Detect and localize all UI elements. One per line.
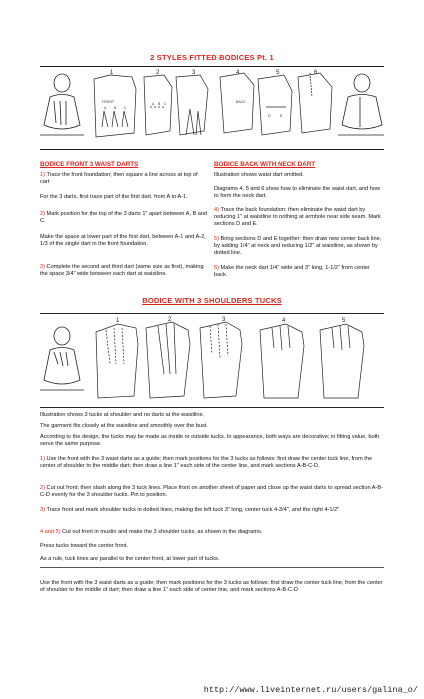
svg-text:B: B (114, 106, 117, 110)
svg-text:D: D (268, 114, 271, 118)
diagram-number-2: 2 (156, 70, 160, 76)
diagram-number-3: 3 (192, 70, 196, 76)
diagram-number-1: 1 (110, 70, 114, 76)
tuck-diagram-number-4: 4 (282, 318, 286, 324)
body-paragraph-10: Use the front with the 3 waist darts as a guide; then mark positions for the 3 tucks as follows: first draw the center tuck line, from the center of shoulder to the middle of dart; then draw a line 1" each side of center line, and mark sections A-B-C-D (40, 580, 383, 594)
svg-text:A: A (152, 102, 155, 106)
diagram-number-6: 6 (314, 70, 318, 76)
tuck-diagram-number-2: 2 (168, 317, 172, 323)
right-paragraph-1: Illustration shows waist dart omitted. (214, 172, 304, 178)
body-paragraph-1: Illustration shows 3 tucks at shoulder and no darts at the waistline. (40, 412, 205, 418)
right-paragraph-2: Diagrams 4, 5 and 6 show how to eliminate the waist dart, and how to form the neck dart. (214, 186, 381, 200)
body-paragraph-5: 2) Cut out front; then slash along the 3 tuck lines. Place front on another sheet of paper and close up the waist darts to spread section A-B-C-D evenly for the 3 shoulder tucks. Pin to position. (40, 485, 383, 499)
body-paragraph-9: As a rule, tuck lines are parallel to the center front, at lower part of tucks. (40, 556, 220, 562)
section-title-shoulder-tucks: BODICE WITH 3 SHOULDERS TUCKS (142, 296, 282, 305)
body-paragraph-7: 4 and 5) Cut out front in muslin and make the 3 shoulder tucks, as shown in the diagrams. (40, 529, 263, 535)
svg-text:E: E (280, 114, 283, 118)
body-paragraph-6: 3) Trace front and mark shoulder tucks in dotted lines, making the left tuck 3" long, center tuck 4-3/4", and the right 4-1/2" (40, 507, 340, 513)
right-paragraph-3: 4) Trace the back foundation: then eliminate the waist dart by reducing 1" at waistline to nothing at armhole near side seam. Mark sections D and E. (214, 207, 381, 228)
left-paragraph-1: 1) Trace the front foundation; then square a line across at top of cart (40, 172, 198, 186)
svg-text:C: C (164, 102, 167, 106)
left-paragraph-4: Make the space at lower part of the first dart, between A-1 and A-2, 1/3 of the single dart in the front foundation. (40, 234, 206, 248)
page-title: 2 STYLES FITTED BODICES Pt. 1 (150, 53, 274, 62)
diagram-number-4: 4 (236, 70, 240, 76)
svg-text:B: B (158, 102, 161, 106)
svg-text:A: A (104, 106, 107, 110)
dress-figure-tucks-icon (40, 327, 84, 390)
svg-text:C: C (124, 106, 127, 110)
watermark-url: http://www.liveinternet.ru/users/galina_o/ (203, 685, 418, 695)
tuck-diagram-number-3: 3 (222, 317, 226, 323)
body-paragraph-2: The garment fits closely at the waistline and smoothly over the bust. (40, 423, 208, 429)
right-paragraph-5: 6) Make the neck dart 1/4" wide and 3" long, 1-1/2" from center back. (214, 265, 370, 279)
body-paragraph-8: Press tucks toward the center front. (40, 543, 128, 549)
back-label: BACK (236, 100, 246, 104)
left-paragraph-5: 3) Complete the second and third dart (same size as first), making the space 3/4" wide between each dart at waistline. (40, 264, 204, 278)
tuck-diagram-number-5: 5 (342, 318, 346, 324)
divider-line (40, 567, 384, 568)
front-label: FRONT (102, 100, 115, 104)
shoulder-tucks-illustration (40, 314, 384, 407)
bodice-diagram-figure (40, 66, 384, 150)
heading-bodice-front: BODICE FRONT 3 WAIST DARTS (40, 161, 139, 168)
dress-figure-right-icon (338, 74, 384, 135)
bodice-diagram-illustration (40, 67, 384, 149)
left-paragraph-3: 2) Mark position for the top of the 3 darts 1" apart between A, B and C. (40, 211, 208, 225)
right-paragraph-4: 5) Bring sections D and E together: then draw new center back line, by adding 1/4" at neck and reducing 1/2" at waistline, as shown by dotted line. (214, 236, 382, 257)
heading-bodice-back: BODICE BACK WITH NECK DART (214, 161, 316, 168)
tuck-diagram-number-1: 1 (116, 318, 120, 324)
body-paragraph-4: 1) Use the front with the 3 waist darts as a guide; then mark positions for the 3 tucks as follows: first draw the center tuck line, from the center of shoulder to the middle dart; then draw a line 1" each side of the center line, and mark sections A-B-C-D. (40, 456, 373, 470)
diagram-number-5: 5 (276, 70, 280, 76)
shoulder-tucks-figure (40, 313, 384, 408)
left-paragraph-2: For the 3 darts, first trace part of the first dart. from A to A-1. (40, 194, 188, 200)
body-paragraph-3: According to the design, the tucks may be made as inside or outside tucks. In appearance, both ways are decorative; in fitting value, both serve the same purpose. (40, 434, 380, 448)
dress-figure-left-icon (40, 74, 84, 135)
